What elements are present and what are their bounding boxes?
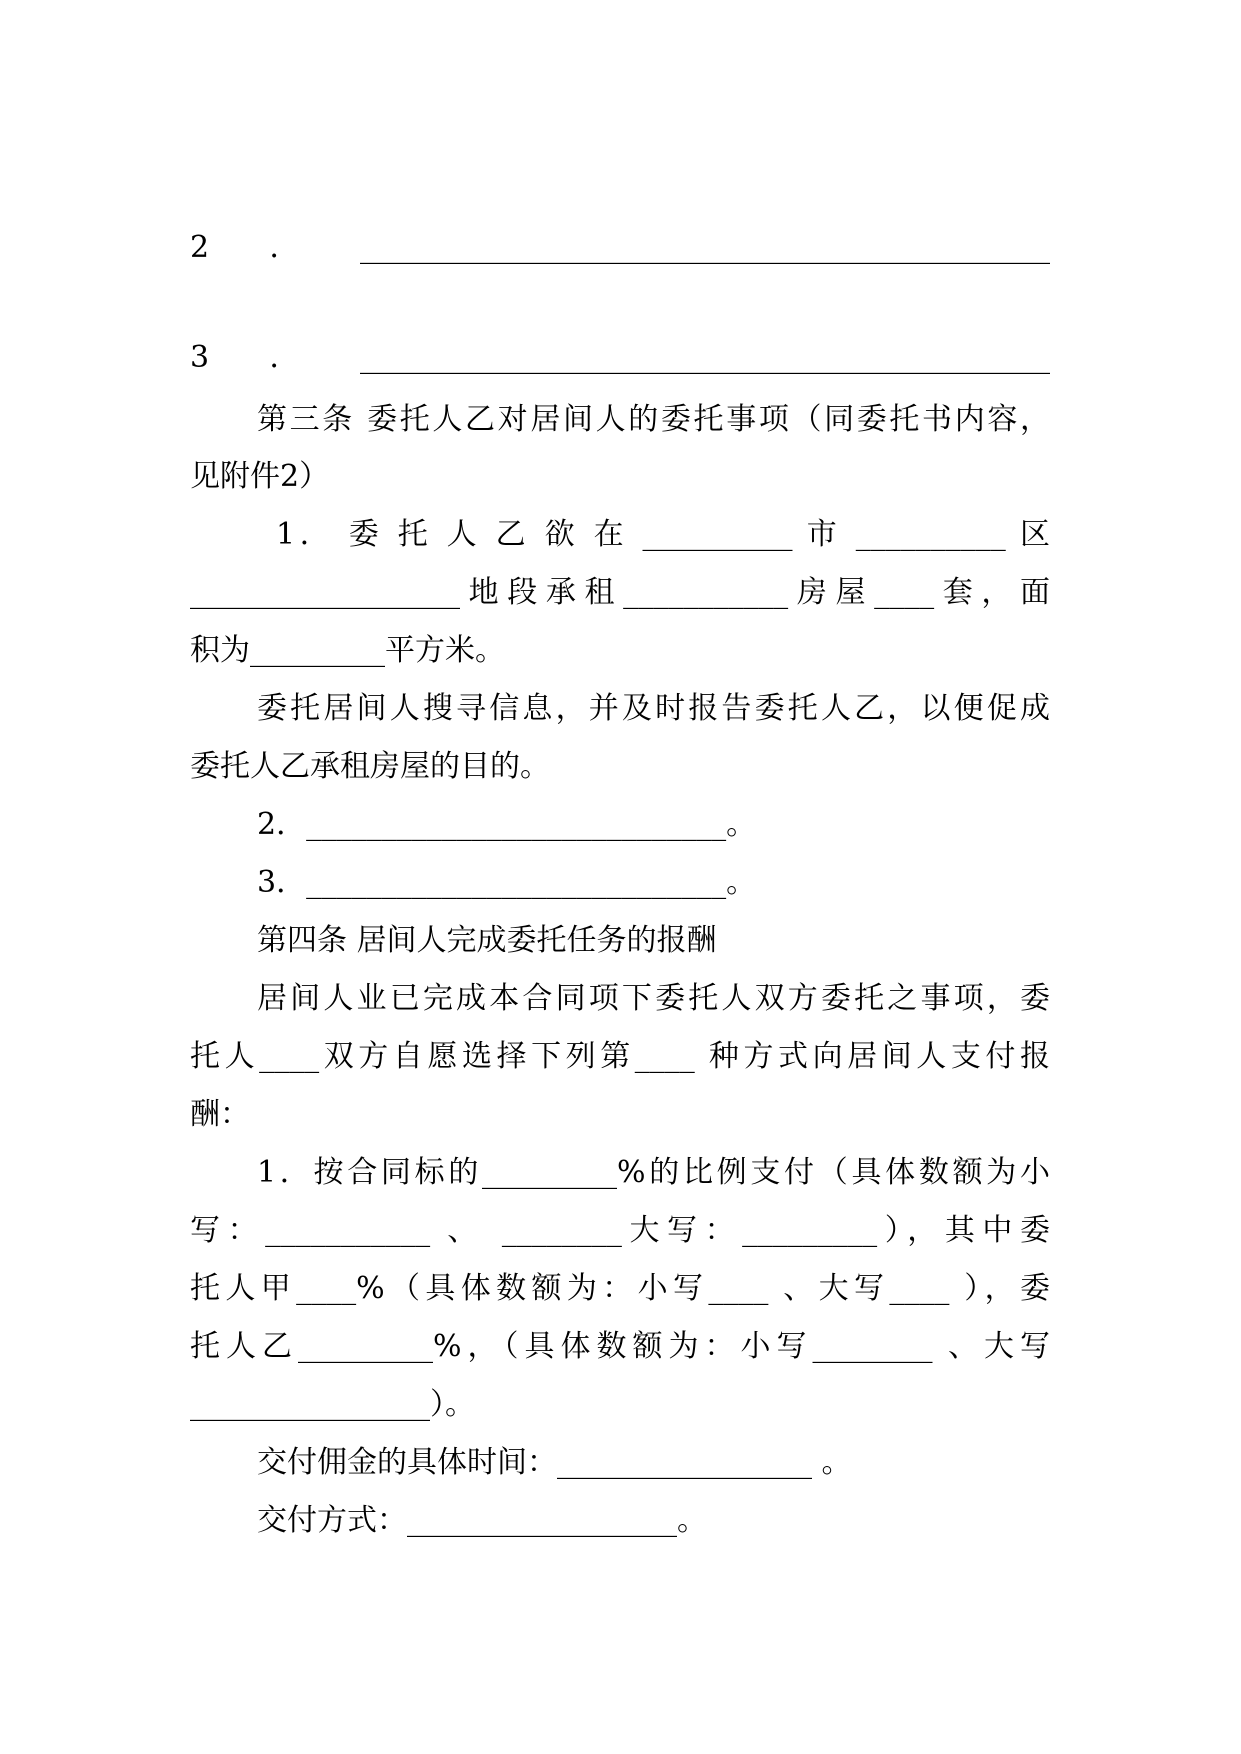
article-3-item-2: 2．____________________________。 (257, 807, 757, 842)
article-4-item-1-line-3: 托人甲____%（具体数额为：小写____ 、大写____ ），委 (190, 1271, 1050, 1306)
commission-payment-time: 交付佣金的具体时间：_________________ 。 (257, 1445, 852, 1480)
article-4-heading: 第四条 居间人完成委托任务的报酬 (257, 923, 717, 958)
article-3-paragraph: 委托居间人搜寻信息，并及时报告委托人乙，以便促成 (257, 691, 1050, 726)
article-4-item-1-line-2: 写：___________ 、 ________大写：_________），其中委 (190, 1213, 1050, 1248)
article-3-item-1: 1． 委 托 人 乙 欲 在 __________ 市 __________ 区 (276, 517, 1050, 552)
article-3-heading: 第三条 委托人乙对居间人的委托事项（同委托书内容， (257, 402, 1050, 437)
article-4-paragraph-end: 酬： (190, 1097, 250, 1132)
article-4-item-1-line-4: 托人乙_________%，（具体数额为：小写________ 、大写 (190, 1329, 1050, 1364)
clause-2-item-2: 2．______________________________________________ (190, 230, 1050, 265)
clause-2-item-3: 3．______________________________________________ (190, 340, 1050, 375)
article-3-item-1-cont: __________________地段承租___________房屋____套，面 (190, 575, 1050, 610)
article-4-item-1-line-5: ________________）。 (190, 1387, 475, 1422)
payment-method: 交付方式：__________________。 (257, 1503, 707, 1538)
article-3-item-1-end: 积为_________平方米。 (190, 633, 505, 668)
article-4-paragraph-cont: 托人____双方自愿选择下列第____ 种方式向居间人支付报 (190, 1039, 1050, 1074)
article-3-paragraph-cont: 委托人乙承租房屋的目的。 (190, 749, 550, 784)
article-3-item-3: 3．____________________________。 (257, 865, 757, 900)
article-3-heading-cont: 见附件2） (190, 459, 330, 494)
article-4-item-1: 1．按合同标的_________%的比例支付（具体数额为小 (257, 1155, 1050, 1190)
article-4-paragraph: 居间人业已完成本合同项下委托人双方委托之事项，委 (257, 981, 1050, 1016)
